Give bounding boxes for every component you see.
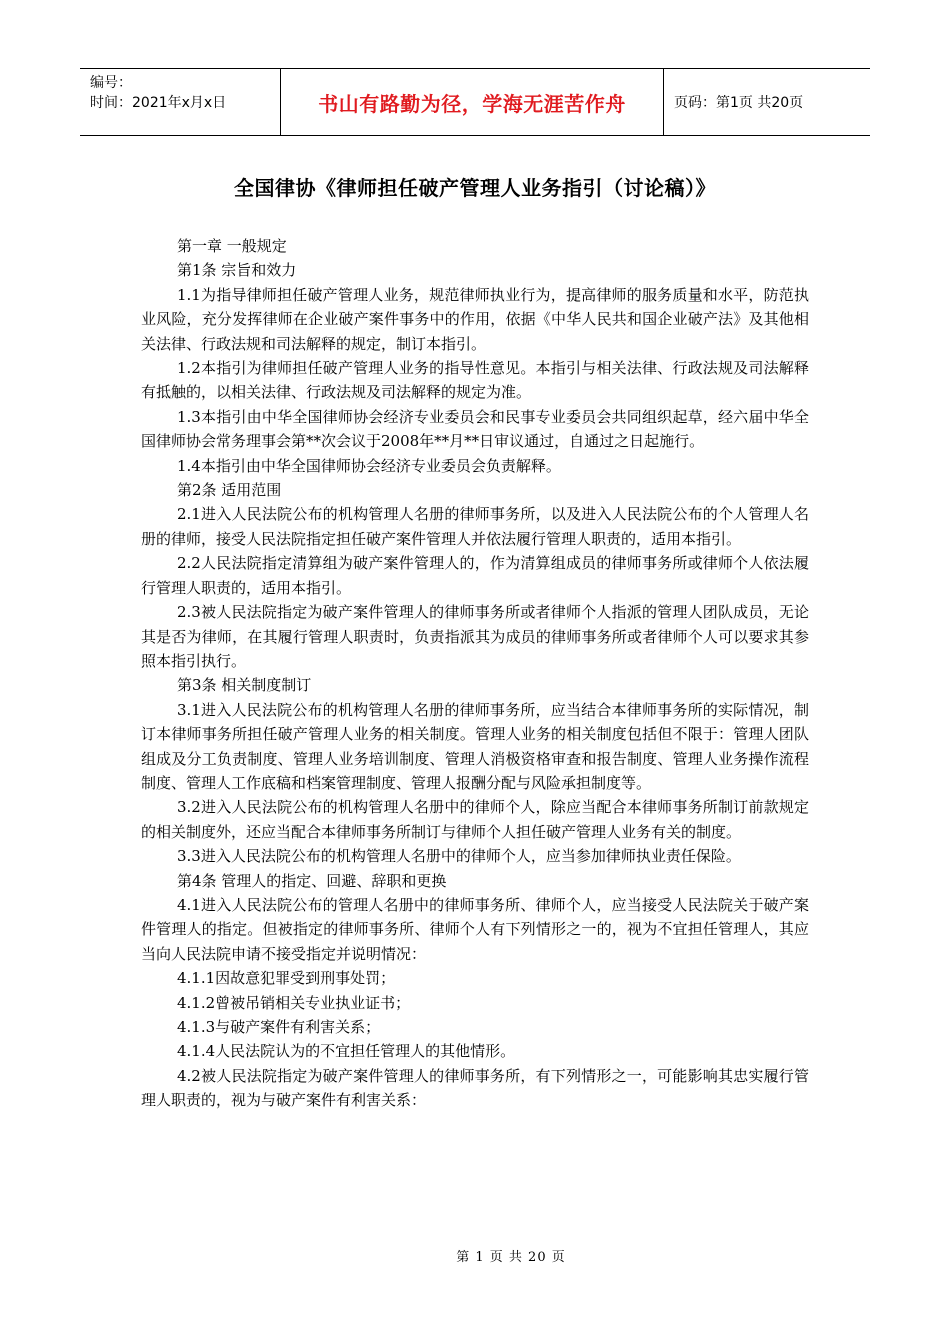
list-item: 4.1.2曾被吊销相关专业执业证书；	[177, 993, 411, 1012]
paragraph: 4.1进入人民法院公布的管理人名册中的律师事务所、律师个人，应当接受人民法院关于破产案件管理人的指定。但被指定的律师事务所、律师个人有下列情形之一的，视为不宜担任管理人，其应当向人民法院申请不接受指定并说明情况：	[141, 895, 809, 963]
paragraph: 2.1进入人民法院公布的机构管理人名册的律师事务所，以及进入人民法院公布的个人管理人名册的律师，接受人民法院指定担任破产案件管理人并依法履行管理人职责的，适用本指引。	[141, 505, 809, 548]
paragraph: 2.2人民法院指定清算组为破产案件管理人的，作为清算组成员的律师事务所或律师个人依法履行管理人职责的，适用本指引。	[141, 554, 809, 597]
article-heading: 第1条 宗旨和效力	[177, 261, 297, 280]
paragraph: 3.2进入人民法院公布的机构管理人名册中的律师个人，除应当配合本律师事务所制订前款规定的相关制度外，还应当配合本律师事务所制订与律师个人担任破产管理人业务有关的制度。	[141, 798, 809, 841]
header-page-info: 页码：第1页 共20页	[674, 95, 804, 111]
paragraph: 3.3进入人民法院公布的机构管理人名册中的律师个人，应当参加律师执业责任保险。	[177, 847, 741, 866]
header-left-cell	[80, 69, 281, 135]
document-number-label: 编号：	[90, 75, 132, 91]
document-header	[80, 68, 870, 136]
paragraph: 1.3本指引由中华全国律师协会经济专业委员会和民事专业委员会共同组织起草，经六届中华全国律师协会常务理事会第**次会议于2008年**月**日审议通过，自通过之日起施行。	[141, 407, 809, 451]
article-heading: 第3条 相关制度制订	[177, 676, 312, 695]
list-item: 4.1.3与破产案件有利害关系；	[177, 1018, 381, 1036]
document-title: 全国律协《律师担任破产管理人业务指引（讨论稿）》	[234, 176, 716, 200]
paragraph: 1.2本指引为律师担任破产管理人业务的指导性意见。本指引与相关法律、行政法规及司法解释有抵触的，以相关法律、行政法规及司法解释的规定为准。	[141, 359, 809, 402]
chapter-heading: 第一章 一般规定	[177, 237, 287, 255]
article-heading: 第4条 管理人的指定、回避、辞职和更换	[177, 871, 447, 890]
document-body	[141, 234, 809, 1113]
list-item: 4.1.4人民法院认为的不宜担任管理人的其他情形。	[177, 1042, 516, 1061]
header-motto: 书山有路勤为径，学海无涯苦作舟	[281, 69, 664, 135]
paragraph: 1.4本指引由中华全国律师协会经济专业委员会负责解释。	[177, 456, 561, 475]
article-heading: 第2条 适用范围	[177, 481, 282, 500]
paragraph: 2.3被人民法院指定为破产案件管理人的律师事务所或者律师个人指派的管理人团队成员，无论其是否为律师，在其履行管理人职责时，负责指派其为成员的律师事务所或者律师个人可以要求其参照本指引执行。	[141, 603, 809, 670]
document-time-label: 时间：2021年x月x日	[90, 95, 227, 111]
paragraph: 1.1为指导律师担任破产管理人业务，规范律师执业行为，提高律师的服务质量和水平，防范执业风险，充分发挥律师在企业破产案件事务中的作用，依据《中华人民共和国企业破产法》及其他相关法律、行政法规和司法解释的规定，制订本指引。	[141, 285, 809, 353]
page-footer: 第 1 页 共 20 页	[456, 1250, 566, 1265]
paragraph: 3.1进入人民法院公布的机构管理人名册的律师事务所，应当结合本律师事务所的实际情况，制订本律师事务所担任破产管理人业务的相关制度。管理人业务的相关制度包括但不限于：管理人团队组成及分工负责制度、管理人业务培训制度、管理人消极资格审查和报告制度、管理人业务操作流程制度、管理人工作底稿和档案管理制度、管理人报酬分配与风险承担制度等。	[141, 700, 809, 792]
paragraph: 4.2被人民法院指定为破产案件管理人的律师事务所，有下列情形之一，可能影响其忠实履行管理人职责的，视为与破产案件有利害关系：	[141, 1066, 809, 1110]
list-item: 4.1.1因故意犯罪受到刑事处罚；	[177, 969, 396, 988]
